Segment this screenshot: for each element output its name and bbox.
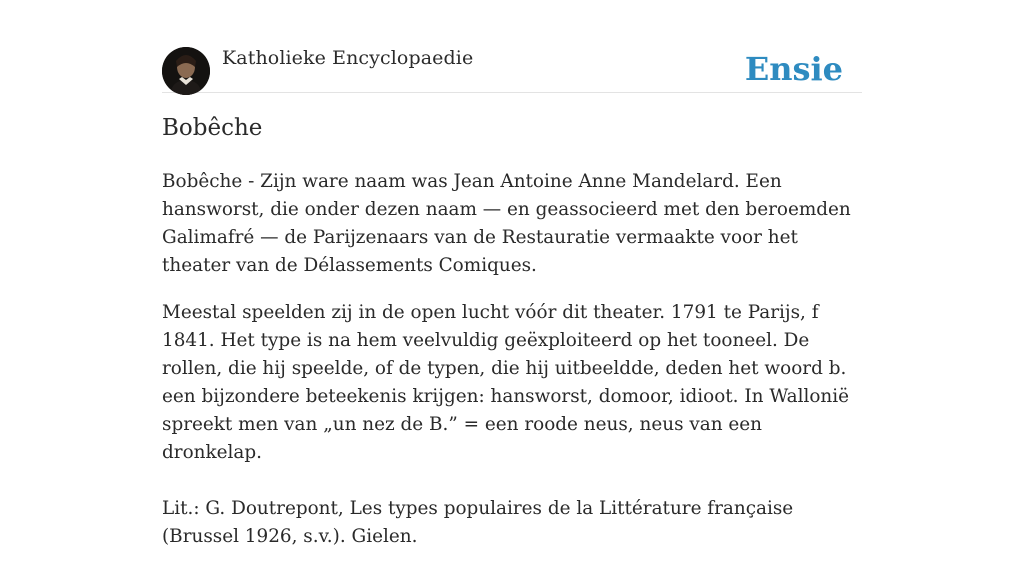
brand-logo[interactable]: Ensie [744, 50, 843, 88]
site-name[interactable]: Katholieke Encyclopaedie [222, 47, 474, 69]
portrait-image [162, 47, 210, 95]
avatar[interactable] [162, 47, 210, 95]
site-header [162, 44, 862, 93]
article-body [162, 168, 862, 570]
article-page [162, 0, 862, 547]
article-paragraph: Meestal speelden zij in de open lucht vóór dit theater. 1791 te Parijs, f 1841. Het type is na hem veelvuldig geëxploiteerd op het tooneel. De rollen, die hij speelde, of de typen, die hij uitbeeldde, deden het woord b. een bijzondere beteekenis krijgen: hansworst, domoor, idioot. In Wallonië spreekt men van „un nez de B.” = een roode neus, neus van een dronkelap. [162, 302, 850, 463]
article-paragraph: Bobêche - Zijn ware naam was Jean Antoine Anne Mandelard. Een hansworst, die onder dezen naam — en geassocieerd met den beroemden Galimafré — de Parijzenaars van de Restauratie vermaakte voor het theater van de Délassements Comiques. [162, 171, 851, 276]
page-title: Bobêche [162, 115, 263, 141]
literature-reference: Lit.: G. Doutrepont, Les types populaires de la Littérature française (Brussel 1926, s.v.). Gielen. [162, 498, 794, 547]
